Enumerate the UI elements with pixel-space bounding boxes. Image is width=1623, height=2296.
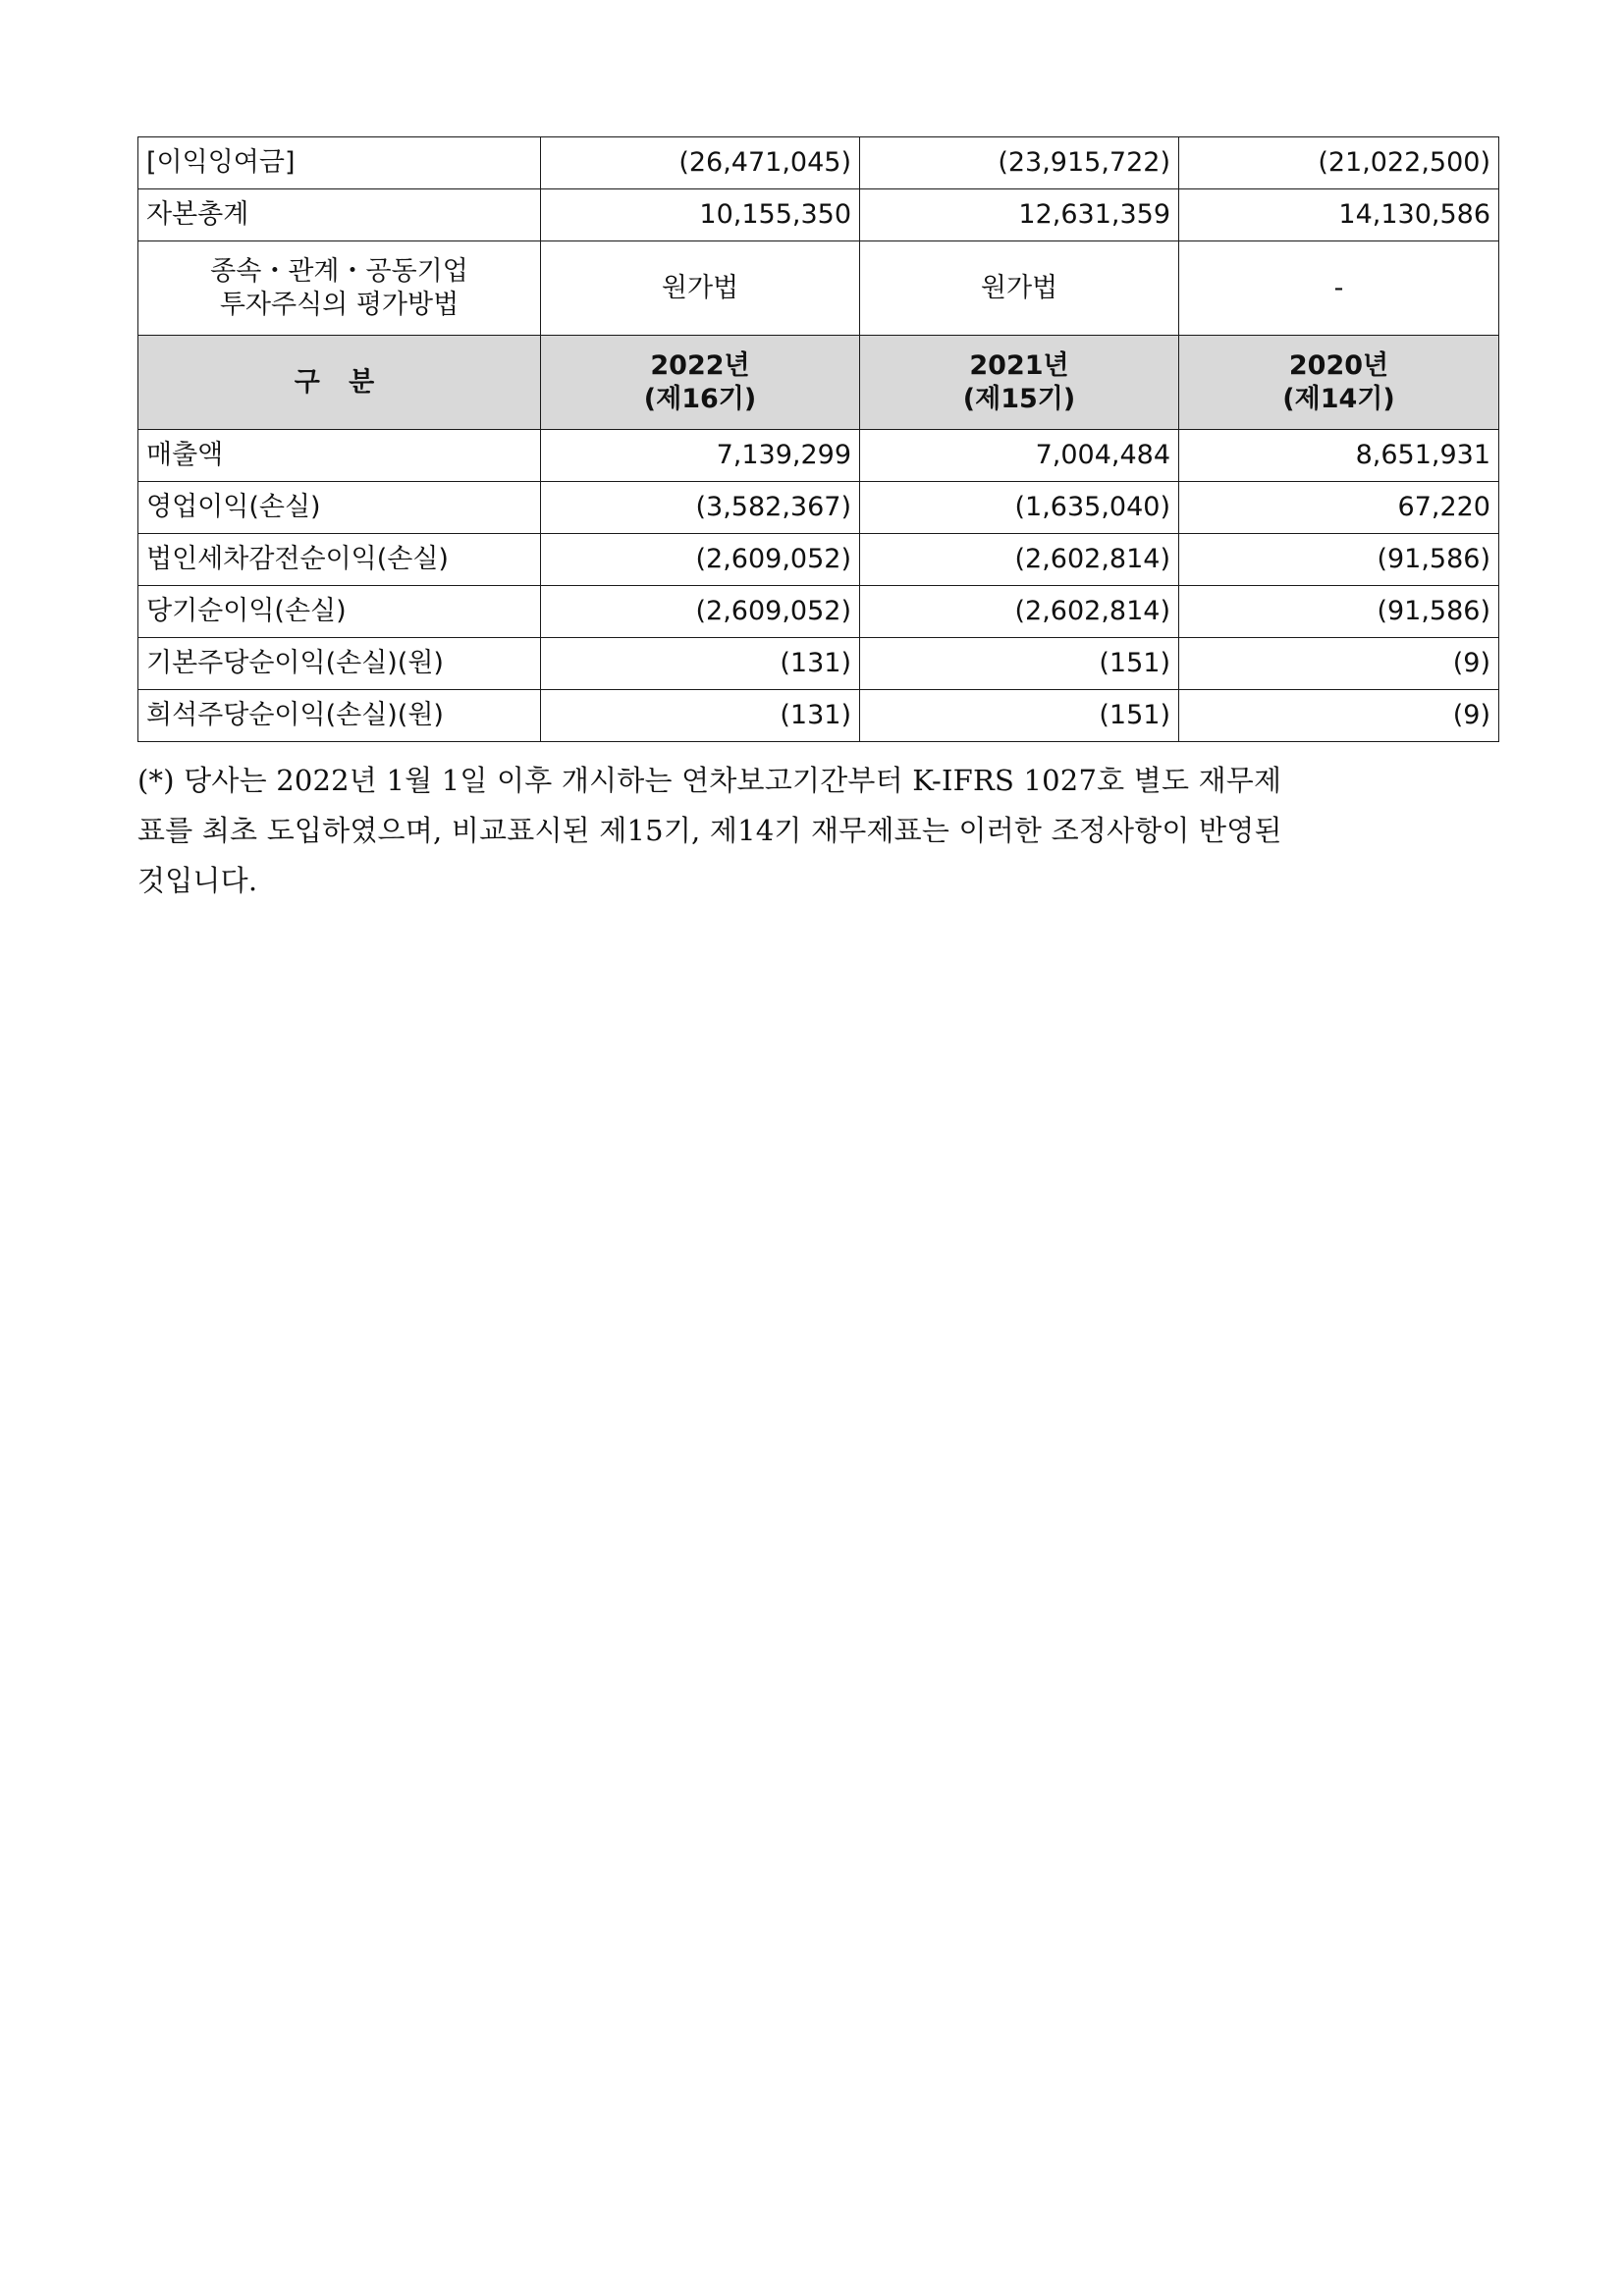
value-2022: (131) (541, 690, 860, 742)
value-2022: 7,139,299 (541, 430, 860, 482)
value-2021: (1,635,040) (860, 482, 1179, 534)
period-header-row (138, 336, 1499, 430)
value-2021: (2,602,814) (860, 534, 1179, 586)
value-2022: (3,582,367) (541, 482, 860, 534)
header-period: (제16기) (643, 383, 757, 414)
header-label: 구 분 (294, 366, 385, 398)
value-2022: (2,609,052) (541, 586, 860, 638)
table-row (138, 137, 1499, 189)
value-2021: (2,602,814) (860, 586, 1179, 638)
row-label: 당기순이익(손실) (138, 586, 541, 638)
value-2020: - (1179, 241, 1499, 336)
value-2020: 14,130,586 (1179, 189, 1499, 241)
header-period: (제14기) (1282, 383, 1395, 414)
value-2022: 원가법 (541, 241, 860, 336)
value-2022: (2,609,052) (541, 534, 860, 586)
financial-summary-table (137, 136, 1499, 742)
value-2021: 원가법 (860, 241, 1179, 336)
header-period: (제15기) (962, 383, 1076, 414)
row-label: 희석주당순이익(손실)(원) (138, 690, 541, 742)
table-row (138, 430, 1499, 482)
value-2021: (151) (860, 638, 1179, 690)
table-row (138, 189, 1499, 241)
value-2022: 10,155,350 (541, 189, 860, 241)
footnote (137, 756, 1502, 906)
value-2021: (151) (860, 690, 1179, 742)
value-2020: 67,220 (1179, 482, 1499, 534)
header-2020 (1179, 336, 1499, 430)
value-2021: 7,004,484 (860, 430, 1179, 482)
row-label: [이익잉여금] (138, 137, 541, 189)
value-2020: (21,022,500) (1179, 137, 1499, 189)
header-year: 2021년 (969, 349, 1069, 381)
row-label: 매출액 (138, 430, 541, 482)
footnote-line: 것입니다. (137, 864, 258, 897)
header-year: 2022년 (650, 349, 750, 381)
row-label: 기본주당순이익(손실)(원) (138, 638, 541, 690)
value-2020: (9) (1179, 690, 1499, 742)
header-2022 (541, 336, 860, 430)
value-2021: 12,631,359 (860, 189, 1179, 241)
row-label: 자본총계 (138, 189, 541, 241)
footnote-line: (*) 당사는 2022년 1월 1일 이후 개시하는 연차보고기간부터 K-IFRS 1027호 별도 재무제 (137, 764, 1282, 797)
value-2020: 8,651,931 (1179, 430, 1499, 482)
table-row (138, 690, 1499, 742)
valuation-label-line2: 투자주식의 평가방법 (219, 289, 460, 320)
value-2020: (91,586) (1179, 534, 1499, 586)
value-2020: (91,586) (1179, 586, 1499, 638)
value-2022: (26,471,045) (541, 137, 860, 189)
table-row (138, 534, 1499, 586)
row-label: 법인세차감전순이익(손실) (138, 534, 541, 586)
valuation-method-label (138, 241, 541, 336)
table-row (138, 638, 1499, 690)
valuation-method-row (138, 241, 1499, 336)
row-label: 영업이익(손실) (138, 482, 541, 534)
footnote-line: 표를 최초 도입하였으며, 비교표시된 제15기, 제14기 재무제표는 이러한 조정사항이 반영된 (137, 814, 1282, 847)
table-row (138, 586, 1499, 638)
header-2021 (860, 336, 1179, 430)
value-2020: (9) (1179, 638, 1499, 690)
value-2022: (131) (541, 638, 860, 690)
valuation-label-line1: 종속・관계・공동기업 (210, 255, 468, 287)
header-year: 2020년 (1288, 349, 1389, 381)
header-label-cell (138, 336, 541, 430)
value-2021: (23,915,722) (860, 137, 1179, 189)
table-row (138, 482, 1499, 534)
